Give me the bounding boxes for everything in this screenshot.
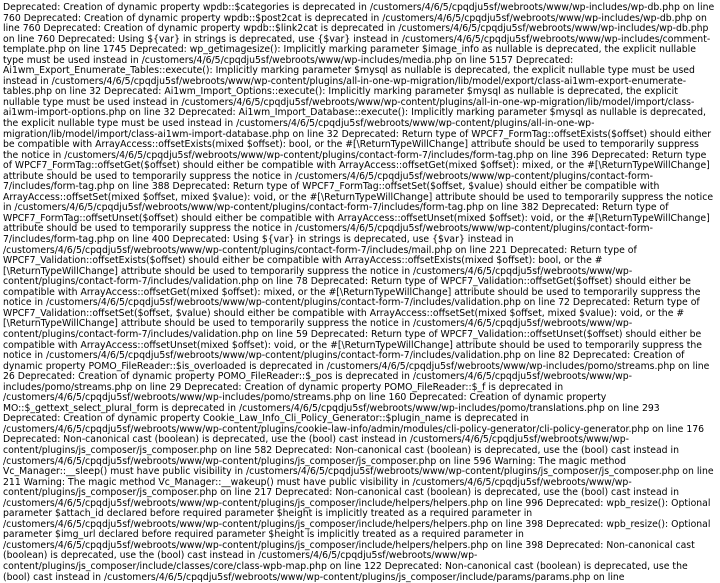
php-error-log-text: Deprecated: Creation of dynamic property wpdb::$categories is deprecated in /customers/4/6/5/cpqdju5sf/webroots/www/wp-includes/wp-db.php on line 760 Deprecated: Creation of dynamic property wpdb::$post2cat is deprecated in /customers/4/6/5/cpqdju5sf/webroots/www/wp-includes/wp-db.php on line 760 Deprecated: Creation of dynamic property wpdb::$link2cat is deprecated in /customers/4/6/5/cpqdju5sf/webroots/www/wp-includes/wp-db.php on line 760 Deprecated: Using ${var} in strings is deprecated, use {$var} instead in /customers/4/6/5/cpqdju5sf/webroots/www/wp-includes/comment-template.php on line 1745 Deprecated: wp_getimagesize(): Implicitly marking parameter $image_info as nullable is deprecated, the explicit nullable type must be used instead in /customers/4/6/5/cpqdju5sf/webroots/www/wp-includes/media.php on line 5157 Deprecated: Ai1wm_Export_Enumerate_Tables::execute(): Implicitly marking parameter $mysql as nullable is deprecated, the explicit nullable type must be used instead in /customers/4/6/5/cpqdju5sf/webroots/www/wp-content/plugins/all-in-one-wp-migration/lib/model/export/class-ai1wm-export-enumerate-tables.php on line 32 Deprecated: Ai1wm_Import_Options::execute(): Implicitly marking parameter $mysql as nullable is deprecated, the explicit nullable type must be used instead in /customers/4/6/5/cpqdju5sf/webroots/www/wp-content/plugins/all-in-one-wp-migration/lib/model/import/class-ai1wm-import-options.php on line 32 Deprecated: Ai1wm_Import_Database::execute(): Implicitly marking parameter $mysql as nullable is deprecated, the explicit nullable type must be used instead in /customers/4/6/5/cpqdju5sf/webroots/www/wp-content/plugins/all-in-one-wp-migration/lib/model/import/class-ai1wm-import-database.php on line 32 Deprecated: Return type of WPCF7_FormTag::offsetExists($offset) should either be compatible with ArrayAccess::offsetExists(mixed $offset): bool, or the #[\ReturnTypeWillChange] attribute should be used to temporarily suppress the notice in /customers/4/6/5/cpqdju5sf/webroots/www/wp-content/plugins/contact-form-7/includes/form-tag.php on line 396 Deprecated: Return type of WPCF7_FormTag::offsetGet($offset) should either be compatible with ArrayAccess::offsetGet(mixed $offset): mixed, or the #[\ReturnTypeWillChange] attribute should be used to temporarily suppress the notice in /customers/4/6/5/cpqdju5sf/webroots/www/wp-content/plugins/contact-form-7/includes/form-tag.php on line 388 Deprecated: Return type of WPCF7_FormTag::offsetSet($offset, $value) should either be compatible with ArrayAccess::offsetSet(mixed $offset, mixed $value): void, or the #[\ReturnTypeWillChange] attribute should be used to temporarily suppress the notice in /customers/4/6/5/cpqdju5sf/webroots/www/wp-content/plugins/contact-form-7/includes/form-tag.php on line 382 Deprecated: Return type of WPCF7_FormTag::offsetUnset($offset) should either be compatible with ArrayAccess::offsetUnset(mixed $offset): void, or the #[\ReturnTypeWillChange] attribute should be used to temporarily suppress the notice in /customers/4/6/5/cpqdju5sf/webroots/www/wp-content/plugins/contact-form-7/includes/form-tag.php on line 400 Deprecated: Using ${var} in strings is deprecated, use {$var} instead in /customers/4/6/5/cpqdju5sf/webroots/www/wp-content/plugins/contact-form-7/includes/mail.php on line 221 Deprecated: Return type of WPCF7_Validation::offsetExists($offset) should either be compatible with ArrayAccess::offsetExists(mixed $offset): bool, or the #[\ReturnTypeWillChange] attribute should be used to temporarily suppress the notice in /customers/4/6/5/cpqdju5sf/webroots/www/wp-content/plugins/contact-form-7/includes/validation.php on line 78 Deprecated: Return type of WPCF7_Validation::offsetGet($offset) should either be compatible with ArrayAccess::offsetGet(mixed $offset): mixed, or the #[\ReturnTypeWillChange] attribute should be used to temporarily suppress the notice in /customers/4/6/5/cpqdju5sf/webroots/www/wp-content/plugins/contact-form-7/includes/validation.php on line 72 Deprecated: Return type of WPCF7_Validation::offsetSet($offset, $value) should either be compatible with ArrayAccess::offsetSet(mixed $offset, mixed $value): void, or the #[\ReturnTypeWillChange] attribute should be used to temporarily suppress the notice in /customers/4/6/5/cpqdju5sf/webroots/www/wp-content/plugins/contact-form-7/includes/validation.php on line 59 Deprecated: Return type of WPCF7_Validation::offsetUnset($offset) should either be compatible with ArrayAccess::offsetUnset(mixed $offset): void, or the #[\ReturnTypeWillChange] attribute should be used to temporarily suppress the notice in /customers/4/6/5/cpqdju5sf/webroots/www/wp-content/plugins/contact-form-7/includes/validation.php on line 82 Deprecated: Creation of dynamic property POMO_FileReader::$is_overloaded is deprecated in /customers/4/6/5/cpqdju5sf/webroots/www/wp-includes/pomo/streams.php on line 26 Deprecated: Creation of dynamic property POMO_FileReader::$_pos is deprecated in /customers/4/6/5/cpqdju5sf/webroots/www/wp-includes/pomo/streams.php on line 29 Deprecated: Creation of dynamic property POMO_FileReader::$_f is deprecated in /customers/4/6/5/cpqdju5sf/webroots/www/wp-includes/pomo/streams.php on line 160 Deprecated: Creation of dynamic property MO::$_gettext_select_plural_form is deprecated in /customers/4/6/5/cpqdju5sf/webroots/www/wp-includes/pomo/translations.php on line 293 Deprecated: Creation of dynamic property Cookie_Law_Info_Cli_Policy_Generator::$plugin_name is deprecated in /customers/4/6/5/cpqdju5sf/webroots/www/wp-content/plugins/cookie-law-info/admin/modules/cli-policy-generator/cli-policy-generator.php on line 176 Deprecated: Non-canonical cast (boolean) is deprecated, use the (bool) cast instead in /customers/4/6/5/cpqdju5sf/webroots/www/wp-content/plugins/js_composer/js_composer.php on line 582 Deprecated: Non-canonical cast (boolean) is deprecated, use the (bool) cast instead in /customers/4/6/5/cpqdju5sf/webroots/www/wp-content/plugins/js_composer/js_composer.php on line 596 Warning: The magic method Vc_Manager::__sleep() must have public visibility in /customers/4/6/5/cpqdju5sf/webroots/www/wp-content/plugins/js_composer/js_composer.php on line 211 Warning: The magic method Vc_Manager::__wakeup() must have public visibility in /customers/4/6/5/cpqdju5sf/webroots/www/wp-content/plugins/js_composer/js_composer.php on line 217 Deprecated: Non-canonical cast (boolean) is deprecated, use the (bool) cast instead in /customers/4/6/5/cpqdju5sf/webroots/www/wp-content/plugins/js_composer/include/helpers/helpers.php on line 996 Deprecated: wpb_resize(): Optional parameter $attach_id declared before required parameter $height is implicitly treated as a required parameter in /customers/4/6/5/cpqdju5sf/webroots/www/wp-content/plugins/js_composer/include/helpers/helpers.php on line 398 Deprecated: wpb_resize(): Optional parameter $img_url declared before required parameter $height is implicitly treated as a required parameter in /customers/4/6/5/cpqdju5sf/webroots/www/wp-content/plugins/js_composer/include/helpers/helpers.php on line 398 Deprecated: Non-canonical cast (boolean) is deprecated, use the (bool) cast instead in /customers/4/6/5/cpqdju5sf/webroots/www/wp-content/plugins/js_composer/include/classes/core/class-wpb-map.php on line 122 Deprecated: Non-canonical cast (boolean) is deprecated, use the (bool) cast instead in /customers/4/6/5/cpqdju5sf/webroots/www/wp-content/plugins/js_composer/include/params/params.php on line [3,2,715,583]
